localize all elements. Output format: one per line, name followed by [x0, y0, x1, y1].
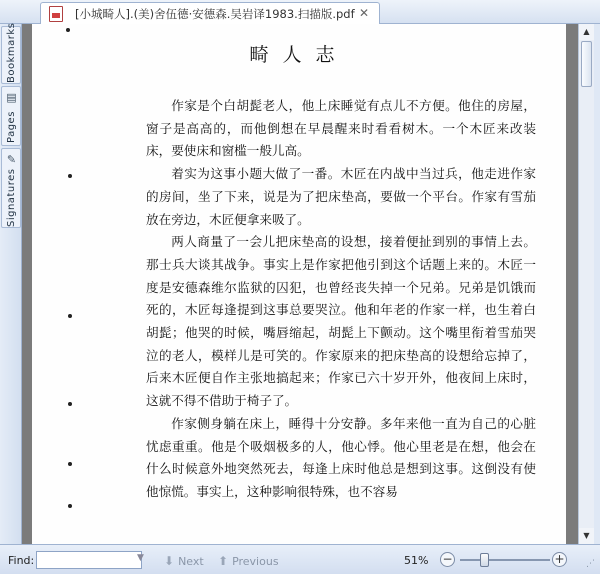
- find-previous-button[interactable]: [218, 554, 279, 568]
- paragraph: 作家是个白胡髭老人，他上床睡觉有点儿不方便。他住的房屋，窗子是高高的，而他倒想在早晨醒来时看看树木。一个木匠来改装床，要使床和窗槛一般儿高。: [146, 98, 536, 159]
- arrow-down-icon: ⬇: [164, 554, 175, 568]
- page-title: 畸人志: [249, 44, 349, 66]
- scan-mark: [68, 504, 72, 508]
- scan-mark: [68, 402, 72, 406]
- zoom-slider-thumb[interactable]: [480, 553, 489, 567]
- paragraph: 作家侧身躺在床上，睡得十分安静。多年来他一直为自己的心脏忧虑重重。他是个吸烟极多的人，他心悸。他心里老是在想，他会在什么时候意外地突然死去，每逢上床时他总是想到这事。这倒没有使他惊慌。事实上，这种影响很特殊，也不容易: [146, 415, 536, 499]
- scroll-up-icon[interactable]: ▲: [579, 24, 594, 40]
- find-input[interactable]: [36, 551, 142, 569]
- scroll-down-icon[interactable]: ▼: [579, 528, 594, 544]
- find-next-button[interactable]: [164, 554, 204, 568]
- paragraph: 两人商量了一会儿把床垫高的设想，接着便扯到别的事情上去。那士兵大谈其战争。事实上是作家把他引到这个话题上来的。木匠一度是安德森维尔监狱的囚犯，也曾经丧失掉一个兄弟。兄弟是饥饿而死的，木匠每逢提到这事总要哭泣。他和年老的作家一样，也生着白胡髭；他哭的时候，嘴唇缩起，胡髭上下颤动。这个嘴里衔着雪茄哭泣的老人，模样儿是可笑的。作家原来的把床垫高的设想给忘掉了，后来木匠便自作主张地搞起来；作家已六十岁开外，他夜间上床时，这就不得不借助于椅子了。: [146, 234, 536, 409]
- pen-icon: ✎: [6, 153, 17, 166]
- zoom-in-icon[interactable]: +: [552, 552, 567, 567]
- sidebar-tab-signatures[interactable]: [1, 148, 21, 228]
- scan-mark: [66, 28, 70, 32]
- zoom-level[interactable]: 51%: [404, 554, 429, 567]
- pdf-page: [32, 24, 566, 544]
- find-next-label: Next: [178, 554, 204, 568]
- scan-mark: [68, 462, 72, 466]
- resize-grip-icon[interactable]: ⋰: [586, 559, 595, 569]
- body-text: [146, 95, 536, 504]
- pages-icon: ▤: [6, 91, 17, 104]
- sidebar-tab-label: Pages: [6, 111, 17, 143]
- scan-mark: [68, 174, 72, 178]
- document-viewport[interactable]: [22, 24, 578, 544]
- find-bar: [0, 544, 600, 574]
- find-options-chevron-icon[interactable]: ▼: [137, 553, 144, 563]
- vertical-scrollbar[interactable]: [578, 24, 594, 544]
- window-edge: [594, 24, 600, 544]
- document-tab[interactable]: [40, 2, 380, 24]
- zoom-out-icon[interactable]: −: [440, 552, 455, 567]
- sidebar-tab-pages[interactable]: [1, 86, 21, 146]
- sidebar-tab-bookmarks[interactable]: [1, 22, 21, 84]
- tab-bar: [0, 0, 600, 24]
- paragraph: 着实为这事小题大做了一番。木匠在内战中当过兵，他走进作家的房间，坐了下来，说是为了把床垫高，要做一个平台。作家有雪茄放在旁边，木匠便拿来吸了。: [146, 166, 536, 227]
- find-previous-label: Previous: [232, 554, 279, 568]
- scan-mark: [68, 314, 72, 318]
- sidebar: [0, 24, 22, 544]
- pdf-file-icon: [49, 6, 63, 22]
- scrollbar-thumb[interactable]: [581, 41, 592, 87]
- zoom-slider-track[interactable]: [460, 559, 550, 561]
- document-tab-title: [小城畸人].(美)舍伍德·安德森.吴岩译1983.扫描版.pdf: [75, 6, 355, 21]
- sidebar-tab-label: Signatures: [6, 168, 17, 227]
- close-tab-icon[interactable]: ✕: [358, 6, 370, 20]
- sidebar-tab-label: Bookmarks: [6, 22, 17, 83]
- arrow-up-icon: ⬆: [218, 554, 229, 568]
- find-label: Find:: [8, 554, 35, 567]
